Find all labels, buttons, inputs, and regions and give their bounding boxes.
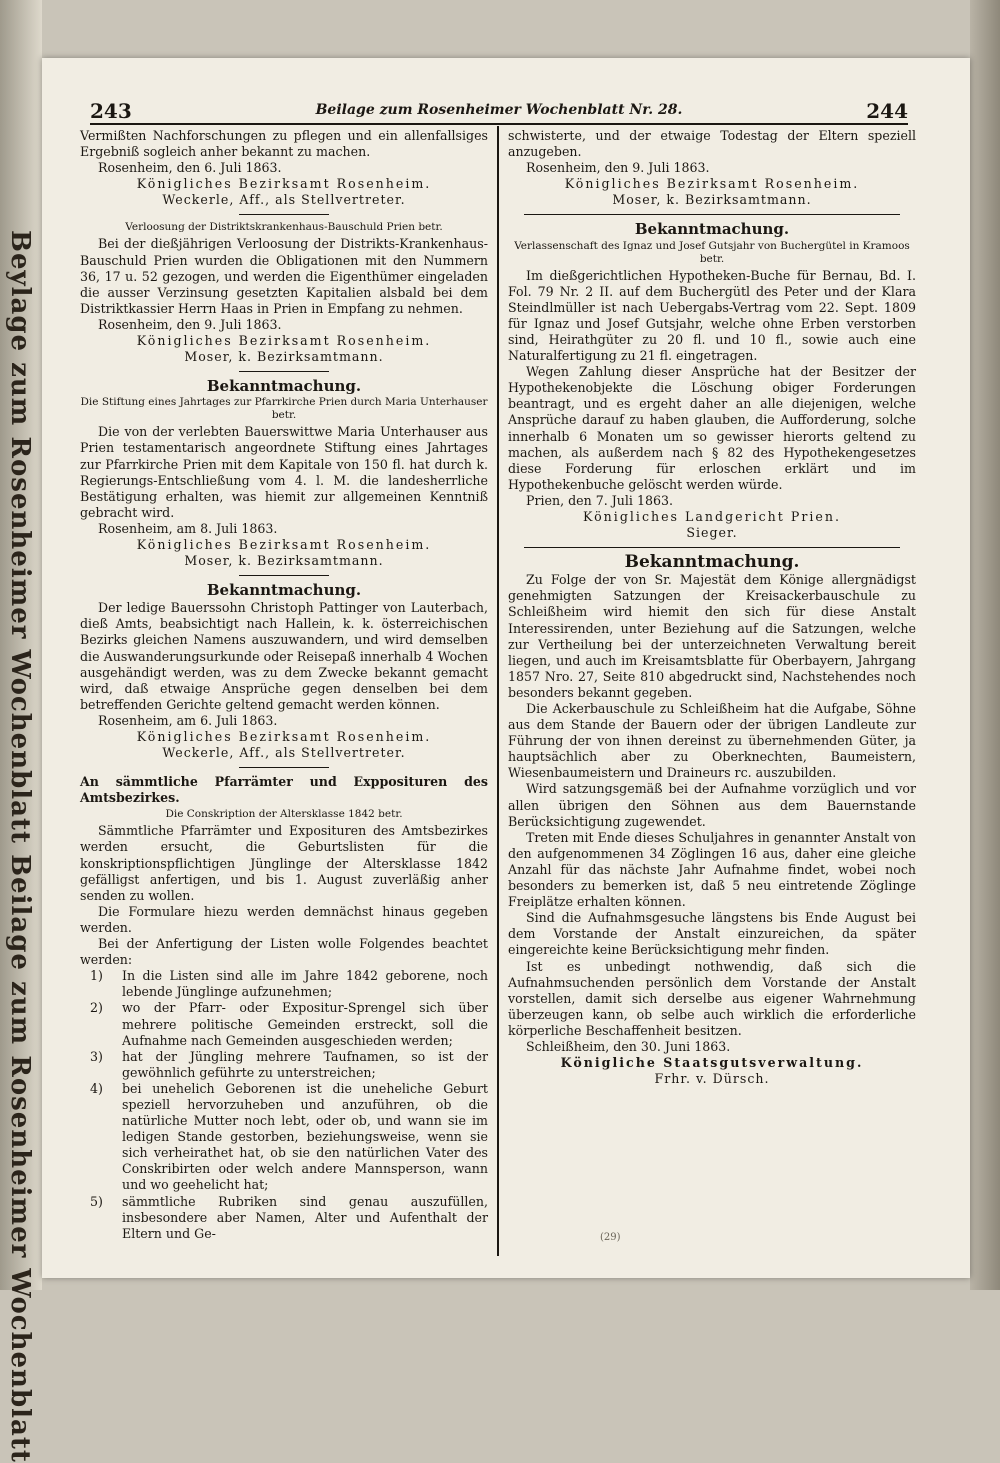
separator-rule <box>239 575 329 576</box>
notice-office: Königliches Bezirksamt Rosenheim. <box>136 536 432 552</box>
notice-office: Königliches Bezirksamt Rosenheim. <box>136 176 432 192</box>
notice-body: Bei der Anfertigung der Listen wolle Folgendes beachtet werden: <box>80 936 488 968</box>
notice-title: Bekanntmachung. <box>206 377 362 396</box>
notice-body: Sind die Aufnahmsgesuche längstens bis Ende August bei dem Vorstande der Anstalt einzureichen, da später eingereichte keine Berücksichtigung mehr finden. <box>508 910 916 958</box>
notice-signature: Weckerle, Aff., als Stellvertreter. <box>162 745 406 761</box>
page-number-left: 243 <box>90 99 132 123</box>
list-item <box>80 1081 488 1194</box>
notice-place-date: Schleißheim, den 30. Juni 1863. <box>526 1038 731 1054</box>
notice-office: Königliches Bezirksamt Rosenheim. <box>564 176 860 192</box>
notice-subject: Verlassenschaft des Ignaz und Josef Gutsjahr von Buchergütel in Kramoos betr. <box>514 239 910 265</box>
notice-signature: Weckerle, Aff., als Stellvertreter. <box>162 192 406 208</box>
notice-body: Die Formulare hiezu werden demnächst hinaus gegeben werden. <box>80 903 488 935</box>
running-title: Beilage zum Rosenheimer Wochenblatt Nr. 28. <box>315 102 683 118</box>
notice-office: Königliche Staatsgutsverwaltung. <box>560 1055 864 1071</box>
notice-body: Wird satzungsgemäß bei der Aufnahme vorzüglich und vor allen übrigen den Söhnen aus dem Bauernstande Berücksichtigung zugewendet. <box>508 781 916 829</box>
list-item <box>80 968 488 1000</box>
left-column <box>80 128 488 1242</box>
notice-title: An sämmtliche Pfarrämter und Expposituren des Amtsbezirkes. <box>80 774 488 806</box>
notice-office: Königliches Bezirksamt Rosenheim. <box>136 729 432 744</box>
notice-body: Sämmtliche Pfarrämter und Exposituren des Amtsbezirkes werden ersucht, die Geburtslisten für die konskriptionspflichtigen Jünglinge der Altersklasse 1842 gefälligst anfertigen, und bis 1. August zuverläßig anher senden zu wollen. <box>80 823 488 903</box>
list-number: 2) <box>90 1000 103 1016</box>
notice-body: Die von der verlebten Bauerswittwe Maria Unterhauser aus Prien testamentarisch angeordnete Stiftung eines Jahrtages zur Pfarrkirche Prien mit dem Kapitale von 150 fl. hat durch k. Regierungs-Entschließung vom 4. l. M. die landesherrliche Bestätigung erhalten, was hiemit zur allgemeinen Kenntniß gebracht wird. <box>80 424 488 520</box>
page-edge <box>970 0 1000 1290</box>
notice-subject: Die Conskription der Altersklasse 1842 betr. <box>165 808 403 821</box>
list-text: sämmtliche Rubriken sind genau auszufüllen, insbesondere aber Namen, Alter und Aufenthalt der Eltern und Ge- <box>122 1193 488 1241</box>
notice-body: Ist es unbedingt nothwendig, daß sich die Aufnahmsuchenden persönlich dem Vorstande der Anstalt vorstellen, damit sich derselbe aus eigener Wahrnehmung überzeugen kann, ob selbe auch wirklich die erforderliche körperliche Beschaffenheit besitzen. <box>508 958 916 1038</box>
notice-place-date: Rosenheim, den 9. Juli 1863. <box>526 160 710 176</box>
notice-subject: Die Stiftung eines Jahrtages zur Pfarrkirche Prien durch Maria Unterhauser betr. <box>80 396 488 422</box>
notice-body: Im dießgerichtlichen Hypotheken-Buche für Bernau, Bd. I. Fol. 79 Nr. 2 II. auf dem Buchergütl des Peter und der Klara Steindlmüller ist nach Uebergabs-Vertrag vom 22. Sept. 1809 für Ignaz und Josef Gutsjahr, welche ohne Erben verstorben sind, Heirathgüter zu 20 fl. und 10 fl., sowie auch eine Naturalfertigung zu 21 fl. eingetragen. <box>508 267 916 364</box>
list-text: bei unehelich Geborenen ist die uneheliche Geburt speziell hervorzuheben und anzuführen, ob die natürliche Mutter noch lebt, oder ob, und wann sie im ledigen Stande gestorben, beziehungsweise, wenn sie sich verheirathet hat, ob sie den natürlichen Vater des Conskribirten oder welch andere Mannsperson, wann und wo geehelicht hat; <box>122 1080 488 1193</box>
page-number-right: 244 <box>866 99 908 123</box>
notice-signature: Sieger. <box>686 525 738 541</box>
continued-text: schwisterte, und der etwaige Todestag der Eltern speziell anzugeben. <box>508 128 916 160</box>
notice-subject: Verloosung der Distriktskrankenhaus-Bauschuld Prien betr. <box>125 221 443 234</box>
list-text: wo der Pfarr- oder Expositur-Sprengel sich über mehrere politische Gemeinden erstreckt, soll die Aufnahme nach Gemeinden ausgeschieden werden; <box>122 1000 488 1048</box>
separator-rule <box>239 371 329 372</box>
notice-body: Wegen Zahlung dieser Ansprüche hat der Besitzer der Hypothekenobjekte die Löschung obiger Forderungen beantragt, und es ergeht daher an alle diejenigen, welche Ansprüche darauf zu haben glauben, die Aufforderung, solche innerhalb 6 Monaten um so gewisser hierorts geltend zu machen, als außerdem nach § 82 des Hypothekengesetzes diese Forderung für erloschen erklärt und im Hypothekenbuche gelöscht werden würde. <box>508 364 916 492</box>
column-divider <box>497 126 499 1256</box>
footer-mark: (29) <box>600 1232 621 1243</box>
notice-place-date: Prien, den 7. Juli 1863. <box>526 492 674 508</box>
separator-rule <box>239 214 329 215</box>
notice-signature: Frhr. v. Dürsch. <box>654 1071 770 1087</box>
continued-text: Vermißten Nachforschungen zu pflegen und ein allenfallsiges Ergebniß sogleich anher bekannt zu machen. <box>80 128 488 160</box>
list-text: hat der Jüngling mehrere Taufnamen, so ist der gewöhnlich geführte zu unterstreichen; <box>122 1048 488 1080</box>
notice-place-date: Rosenheim, am 6. Juli 1863. <box>98 712 278 728</box>
notice-title: Bekanntmachung. <box>624 552 800 573</box>
numbered-list <box>80 968 488 1242</box>
notice-body: Der ledige Bauerssohn Christoph Pattinger von Lauterbach, dieß Amts, beabsichtigt nach Hallein, k. k. österreichischen Bezirks gleichen Namens auszuwandern, und wird demselben die Auswanderungsurkunde oder Reisepaß innerhalb 4 Wochen ausgehändigt werden, was zu dem Zwecke bekannt gemacht wird, daß etwaige Ansprüche gegen denselben bei dem betreffenden Gerichte geltend gemacht werden können. <box>80 600 488 712</box>
separator-rule <box>524 214 899 215</box>
notice-title: Bekanntmachung. <box>634 220 790 239</box>
notice-body: Die Ackerbauschule zu Schleißheim hat die Aufgabe, Söhne aus dem Stande der Bauern oder der übrigen Landleute zur Führung der von ihnen dereinst zu übernehmenden Güter, ja hauptsächlich aber zu Oberknechten, Baumeistern, Wiesenbaumeistern und Draineurs rc. auszubilden. <box>508 701 916 781</box>
list-item <box>80 1049 488 1081</box>
list-item <box>80 1000 488 1048</box>
separator-rule <box>239 767 329 768</box>
notice-office: Königliches Bezirksamt Rosenheim. <box>136 333 432 349</box>
notice-body: Zu Folge der von Sr. Majestät dem Könige allergnädigst genehmigten Satzungen der Kreisackerbauschule zu Schleißheim wird hiemit den sich für diese Anstalt Interessirenden, unter Beziehung auf die Satzungen, welche zur Vertheilung bei der unterzeichneten Verwaltung bereit liegen, und auch im Kreisamtsblatte für Oberbayern, Jahrgang 1857 Nro. 27, Seite 810 abgedruckt sind, Nachstehendes noch besonders bekannt gegeben. <box>508 572 916 700</box>
list-number: 4) <box>90 1080 103 1096</box>
notice-body: Treten mit Ende dieses Schuljahres in genannter Anstalt von den aufgenommenen 34 Zöglingen 16 aus, daher eine gleiche Anzahl für das nächste Jahr Aufnahme findet, wobei noch besonders zu bemerken ist, daß 5 neu eintretende Zöglinge Freiplätze erhalten können. <box>508 829 916 910</box>
page-header <box>90 101 908 125</box>
notice-place-date: Rosenheim, am 8. Juli 1863. <box>98 520 278 536</box>
notice-office: Königliches Landgericht Prien. <box>583 508 841 524</box>
list-number: 3) <box>90 1048 103 1064</box>
notice-signature: Moser, k. Bezirksamtmann. <box>184 349 384 365</box>
notice-place-date: Rosenheim, den 6. Juli 1863. <box>98 160 282 176</box>
list-number: 1) <box>90 968 103 984</box>
list-text: In die Listen sind alle im Jahre 1842 geborene, noch lebende Jünglinge aufzunehmen; <box>122 968 488 1000</box>
separator-rule <box>524 547 899 548</box>
notice-place-date: Rosenheim, den 9. Juli 1863. <box>98 316 282 332</box>
list-item <box>80 1194 488 1242</box>
list-number: 5) <box>90 1193 103 1209</box>
right-column <box>508 128 916 1087</box>
spine-text: Beylage zum Rosenheimer Wochenblatt Beilage zum Rosenheimer Wochenblatt <box>5 230 35 1463</box>
notice-title: Bekanntmachung. <box>206 581 362 600</box>
notice-signature: Moser, k. Bezirksamtmann. <box>184 553 384 569</box>
notice-body: Bei der dießjährigen Verloosung der Distrikts-Krankenhaus-Bauschuld Prien wurden die Obligationen mit den Nummern 36, 17 u. 52 gezogen, und werden die Eigenthümer eingeladen die ausser Verzinsung gesetzten Kapitalien alsbald bei dem Distriktkassier Herrn Haas in Prien in Empfang zu nehmen. <box>80 236 488 316</box>
book-spine <box>0 0 42 1463</box>
notice-signature: Moser, k. Bezirksamtmann. <box>612 192 812 208</box>
